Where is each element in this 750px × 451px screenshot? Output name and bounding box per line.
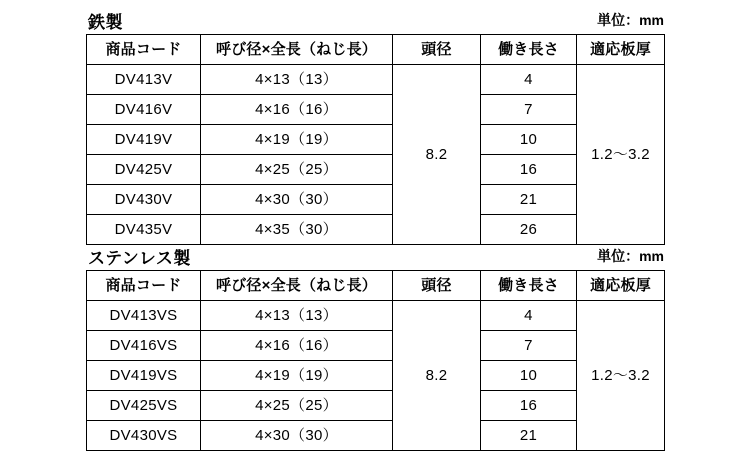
cell-plate-thickness: 1.2～3.2 — [577, 301, 665, 451]
cell-size: 4×16（16） — [201, 95, 393, 125]
cell-code: DV425VS — [87, 391, 201, 421]
column-header-code: 商品コード — [87, 35, 201, 65]
table-row — [87, 65, 665, 95]
cell-working-length: 21 — [481, 185, 577, 215]
cell-size: 4×13（13） — [201, 65, 393, 95]
cell-head-diameter: 8.2 — [393, 65, 481, 245]
cell-working-length: 16 — [481, 391, 577, 421]
column-header-working-length: 働き長さ — [481, 271, 577, 301]
cell-working-length: 4 — [481, 65, 577, 95]
block-header-stainless — [86, 244, 664, 270]
block-header-steel — [86, 8, 664, 34]
column-header-plate-thickness: 適応板厚 — [577, 271, 665, 301]
cell-working-length: 7 — [481, 95, 577, 125]
cell-code: DV416V — [87, 95, 201, 125]
cell-code: DV430VS — [87, 421, 201, 451]
cell-working-length: 10 — [481, 125, 577, 155]
spec-block-steel — [86, 8, 665, 245]
cell-size: 4×30（30） — [201, 421, 393, 451]
cell-size: 4×25（25） — [201, 391, 393, 421]
cell-size: 4×30（30） — [201, 185, 393, 215]
column-header-size: 呼び径×全長（ねじ長） — [201, 35, 393, 65]
table-row — [87, 301, 665, 331]
cell-code: DV430V — [87, 185, 201, 215]
cell-head-diameter: 8.2 — [393, 301, 481, 451]
block-title-stainless: ステンレス製 — [88, 249, 191, 268]
cell-size: 4×35（30） — [201, 215, 393, 245]
cell-working-length: 10 — [481, 361, 577, 391]
cell-size: 4×19（19） — [201, 125, 393, 155]
cell-code: DV425V — [87, 155, 201, 185]
block-title-steel: 鉄製 — [88, 13, 123, 32]
cell-size: 4×16（16） — [201, 331, 393, 361]
column-header-plate-thickness: 適応板厚 — [577, 35, 665, 65]
cell-plate-thickness: 1.2～3.2 — [577, 65, 665, 245]
cell-code: DV413VS — [87, 301, 201, 331]
cell-working-length: 7 — [481, 331, 577, 361]
cell-code: DV413V — [87, 65, 201, 95]
cell-size: 4×25（25） — [201, 155, 393, 185]
spec-table-stainless — [86, 270, 665, 451]
table-header-row — [87, 35, 665, 65]
column-header-size: 呼び径×全長（ねじ長） — [201, 271, 393, 301]
unit-label-steel: 単位：mm — [597, 12, 664, 28]
column-header-code: 商品コード — [87, 271, 201, 301]
cell-code: DV435V — [87, 215, 201, 245]
cell-working-length: 26 — [481, 215, 577, 245]
cell-working-length: 21 — [481, 421, 577, 451]
unit-label-stainless: 単位：mm — [597, 248, 664, 264]
column-header-head-diameter: 頭径 — [393, 271, 481, 301]
cell-code: DV419V — [87, 125, 201, 155]
cell-size: 4×19（19） — [201, 361, 393, 391]
cell-code: DV416VS — [87, 331, 201, 361]
column-header-head-diameter: 頭径 — [393, 35, 481, 65]
spec-table-steel — [86, 34, 665, 245]
spec-block-stainless — [86, 244, 665, 451]
table-header-row — [87, 271, 665, 301]
column-header-working-length: 働き長さ — [481, 35, 577, 65]
cell-code: DV419VS — [87, 361, 201, 391]
cell-working-length: 4 — [481, 301, 577, 331]
cell-working-length: 16 — [481, 155, 577, 185]
cell-size: 4×13（13） — [201, 301, 393, 331]
